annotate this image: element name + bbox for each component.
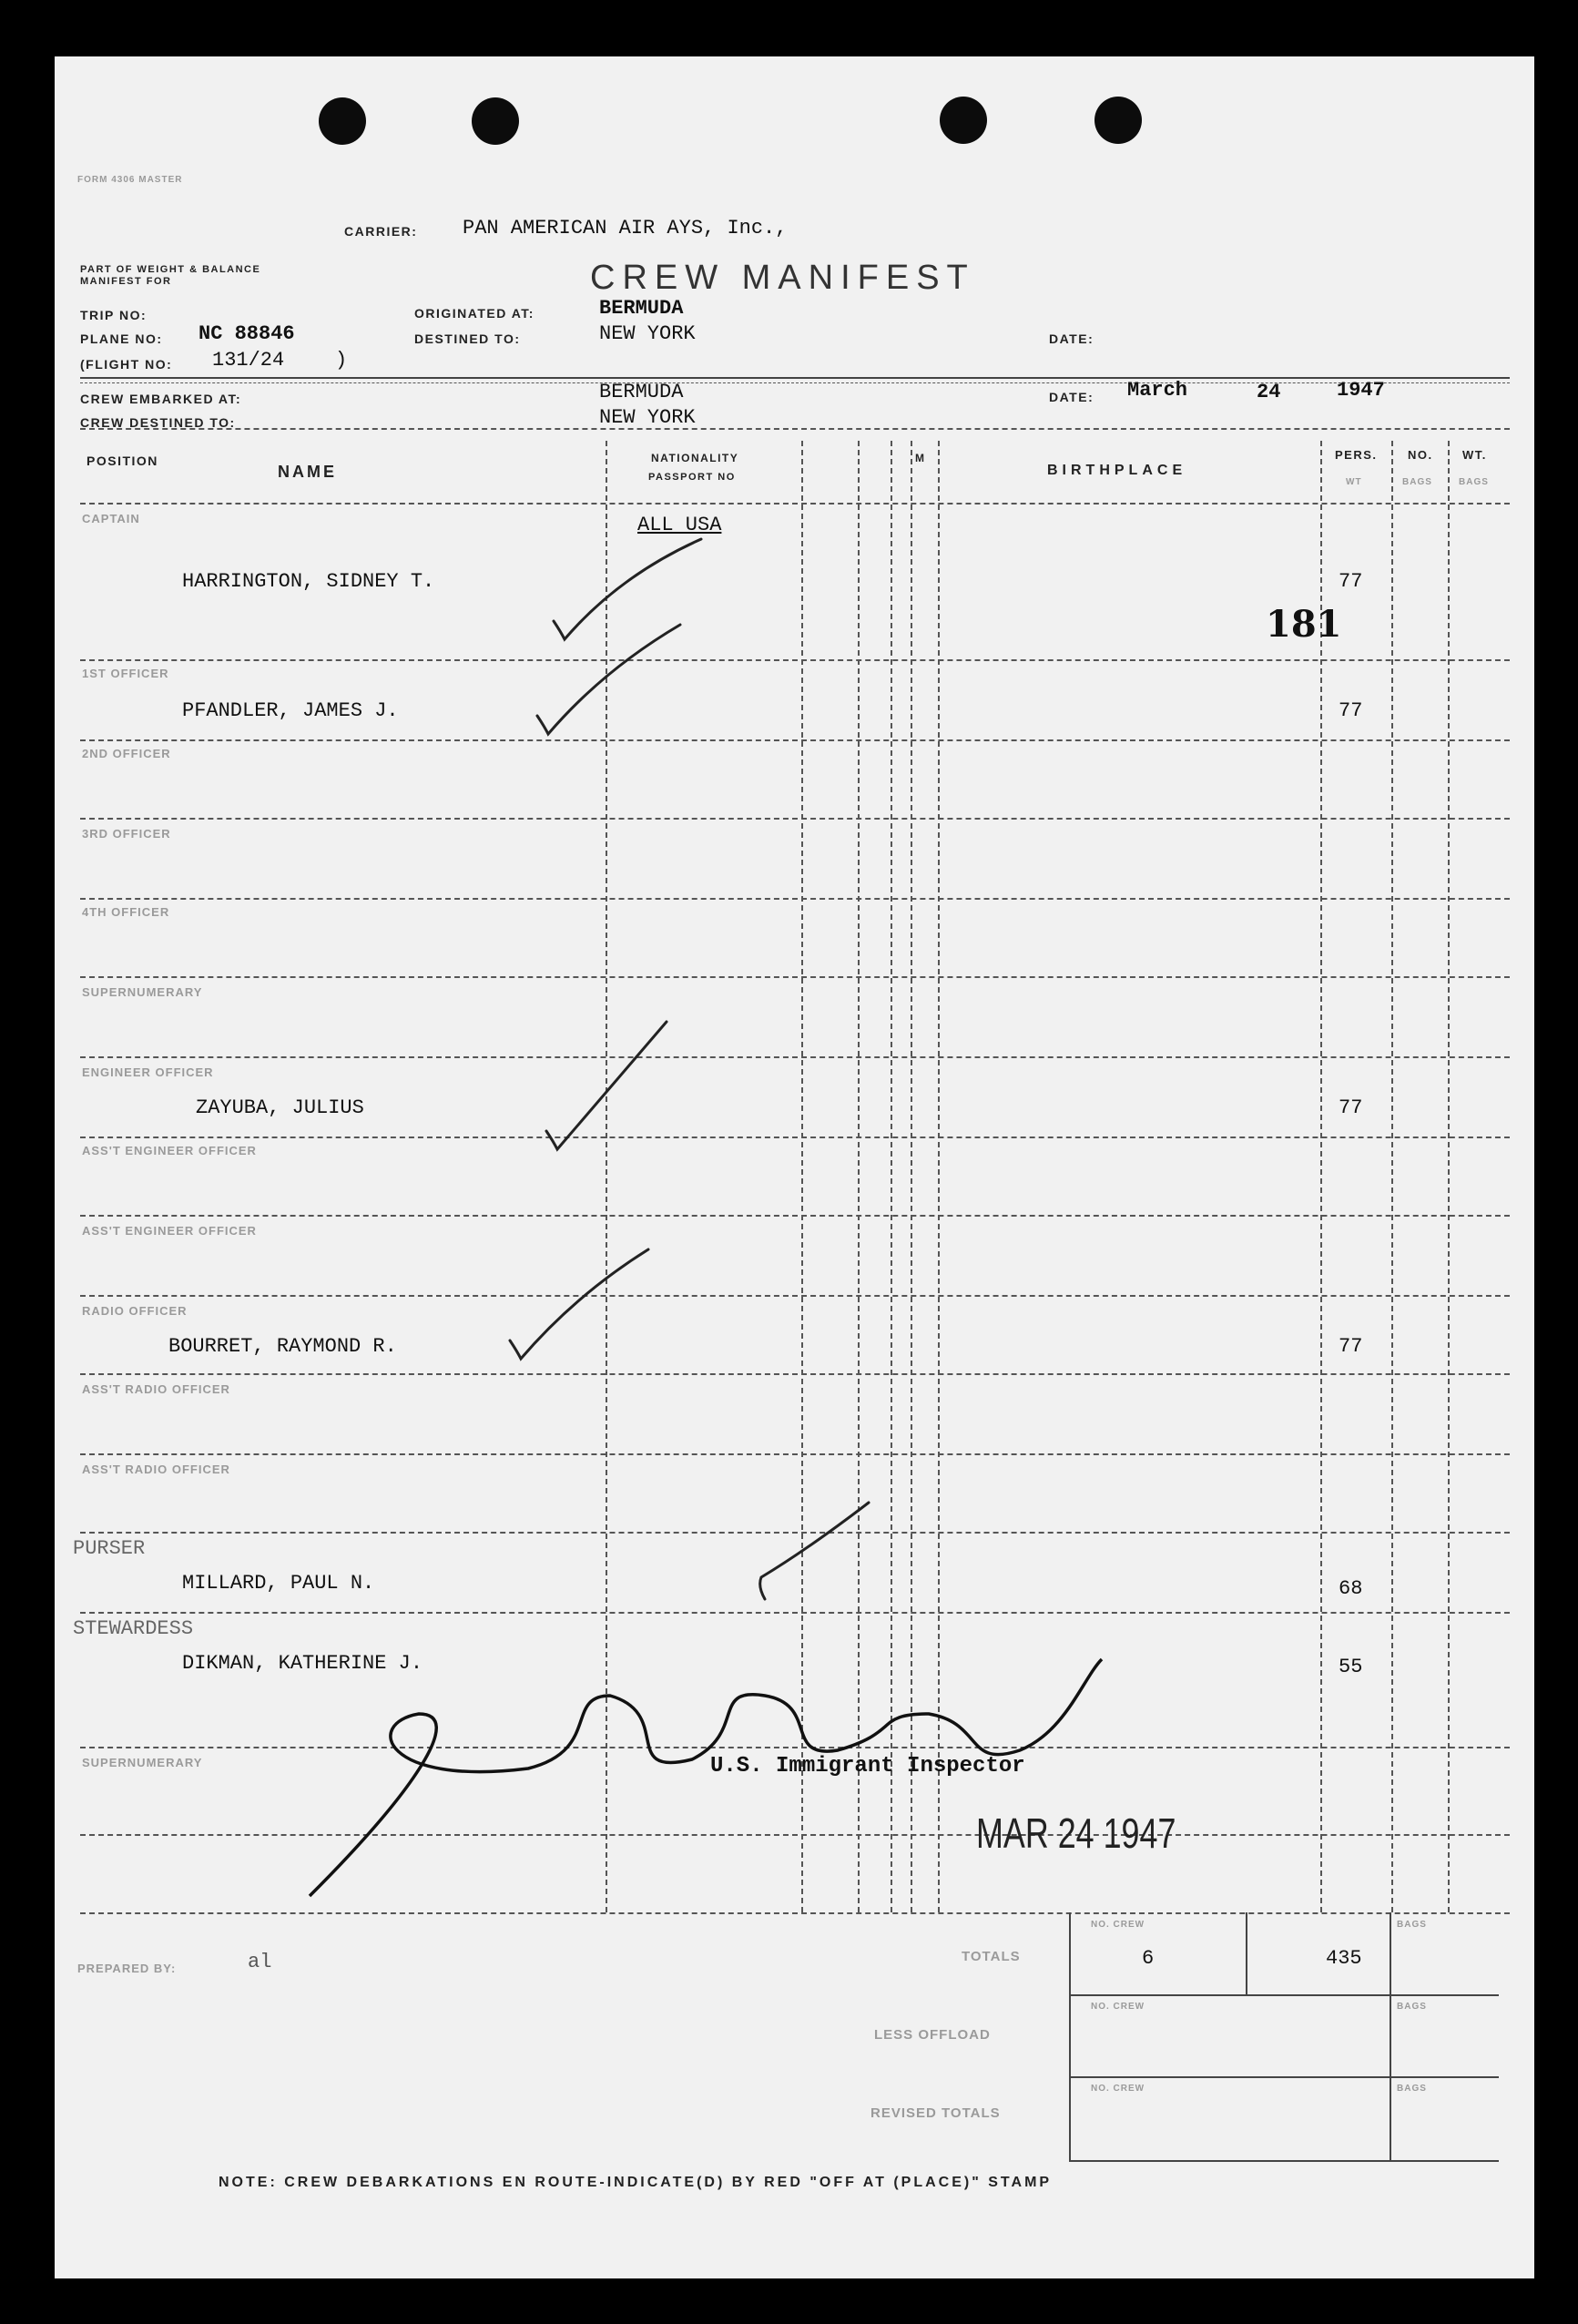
prepared-by-label: PREPARED BY:: [77, 1962, 177, 1975]
form-number: FORM 4306 MASTER: [77, 175, 183, 185]
part-of-label: PART OF WEIGHT & BALANCE MANIFEST FOR: [80, 264, 261, 287]
totals-no-crew-label: NO. CREW: [1091, 1920, 1145, 1930]
originated-value: BERMUDA: [599, 297, 684, 320]
destined-label: DESTINED TO:: [414, 331, 521, 346]
checkmark-icon: [537, 625, 680, 734]
row-position: CAPTAIN: [82, 512, 140, 525]
crew-destined-label: CREW DESTINED TO:: [80, 415, 236, 430]
row-position: 4TH OFFICER: [82, 905, 170, 919]
row-position: ASS'T ENGINEER OFFICER: [82, 1224, 257, 1238]
date-month: March: [1127, 379, 1188, 402]
row-weight: 68: [1339, 1577, 1363, 1600]
header-birthplace: BIRTHPLACE: [1047, 463, 1187, 478]
row-position: ASS'T RADIO OFFICER: [82, 1463, 230, 1476]
row-position: ASS'T RADIO OFFICER: [82, 1382, 230, 1396]
row-position: SUPERNUMERARY: [82, 985, 203, 999]
header-name: NAME: [278, 463, 337, 481]
row-position: SUPERNUMERARY: [82, 1756, 203, 1769]
row-position: PURSER: [73, 1537, 146, 1560]
row-position: 3RD OFFICER: [82, 827, 171, 841]
row-position: RADIO OFFICER: [82, 1304, 188, 1318]
less-offload-label: LESS OFFLOAD: [874, 2027, 991, 2043]
originated-label: ORIGINATED AT:: [414, 306, 534, 321]
flight-no-value: 131/24: [212, 349, 285, 372]
flight-no-label: (FLIGHT NO:: [80, 357, 173, 372]
totals-label: TOTALS: [962, 1949, 1021, 1964]
header-pers: PERS.: [1335, 448, 1378, 462]
row-position: 2ND OFFICER: [82, 747, 171, 760]
date-label-top: DATE:: [1049, 331, 1094, 346]
nationality-all: ALL USA: [637, 514, 722, 536]
date-label: DATE:: [1049, 390, 1094, 404]
totals-weight: 435: [1326, 1947, 1362, 1970]
footer-note: NOTE: CREW DEBARKATIONS EN ROUTE-INDICATE(D) BY RED "OFF AT (PLACE)" STAMP: [219, 2175, 1053, 2190]
manifest-sheet: [55, 56, 1534, 2278]
row-position: ASS'T ENGINEER OFFICER: [82, 1144, 257, 1157]
revised-totals-label: REVISED TOTALS: [870, 2105, 1001, 2121]
header-m: M: [915, 452, 926, 464]
row-weight: 77: [1339, 1335, 1363, 1358]
crew-destined-value: NEW YORK: [599, 406, 696, 429]
crew-embarked-value: BERMUDA: [599, 381, 684, 403]
handwritten-number: 181: [1266, 603, 1342, 646]
page-title: CREW MANIFEST: [590, 259, 975, 297]
flight-no-close: ): [335, 349, 348, 372]
row-name: HARRINGTON, SIDNEY T.: [182, 570, 435, 593]
header-no: NO.: [1408, 448, 1433, 462]
header-nationality: NATIONALITY: [651, 452, 739, 464]
row-weight: 77: [1339, 570, 1363, 593]
header-bags: BAGS: [1402, 477, 1432, 487]
plane-no-value: NC 88846: [199, 322, 295, 345]
row-name: BOURRET, RAYMOND R.: [168, 1335, 397, 1358]
row-name: DIKMAN, KATHERINE J.: [182, 1652, 423, 1675]
checkmark-icon: [546, 1022, 667, 1149]
header-bags-wt: BAGS: [1459, 477, 1489, 487]
crew-embarked-label: CREW EMBARKED AT:: [80, 392, 242, 406]
revised-bags-label: BAGS: [1397, 2084, 1427, 2094]
stamp-date: MAR 24 1947: [976, 1809, 1176, 1857]
trip-no-label: TRIP NO:: [80, 308, 148, 322]
destined-value: NEW YORK: [599, 322, 696, 345]
header-passport: PASSPORT NO: [648, 472, 736, 483]
plane-no-label: PLANE NO:: [80, 331, 163, 346]
totals-bags-label: BAGS: [1397, 1920, 1427, 1930]
row-position: 1ST OFFICER: [82, 667, 169, 680]
carrier-label: CARRIER:: [344, 224, 418, 239]
row-name: ZAYUBA, JULIUS: [196, 1096, 364, 1119]
row-position: STEWARDESS: [73, 1617, 194, 1640]
totals-no-crew: 6: [1142, 1947, 1155, 1970]
checkmark-icon: [760, 1503, 869, 1599]
header-wt: WT.: [1462, 448, 1487, 462]
row-weight: 77: [1339, 699, 1363, 722]
row-weight: 77: [1339, 1096, 1363, 1119]
carrier-value: PAN AMERICAN AIR AYS, Inc.,: [463, 217, 788, 240]
date-day: 24: [1257, 381, 1281, 403]
header-position: POSITION: [87, 454, 158, 468]
row-name: MILLARD, PAUL N.: [182, 1572, 375, 1595]
header-pers-wt: WT: [1346, 477, 1362, 487]
date-year: 1947: [1337, 379, 1385, 402]
less-offload-bags-label: BAGS: [1397, 2002, 1427, 2012]
prepared-by-value: al: [248, 1951, 272, 1973]
revised-no-crew-label: NO. CREW: [1091, 2084, 1145, 2094]
row-position: ENGINEER OFFICER: [82, 1065, 214, 1079]
inspector-title: U.S. Immigrant Inspector: [710, 1754, 1025, 1779]
row-name: PFANDLER, JAMES J.: [182, 699, 399, 722]
checkmark-icon: [510, 1249, 648, 1359]
less-offload-no-crew-label: NO. CREW: [1091, 2002, 1145, 2012]
row-weight: 55: [1339, 1656, 1363, 1678]
checkmarks-overlay: [55, 56, 1534, 2278]
